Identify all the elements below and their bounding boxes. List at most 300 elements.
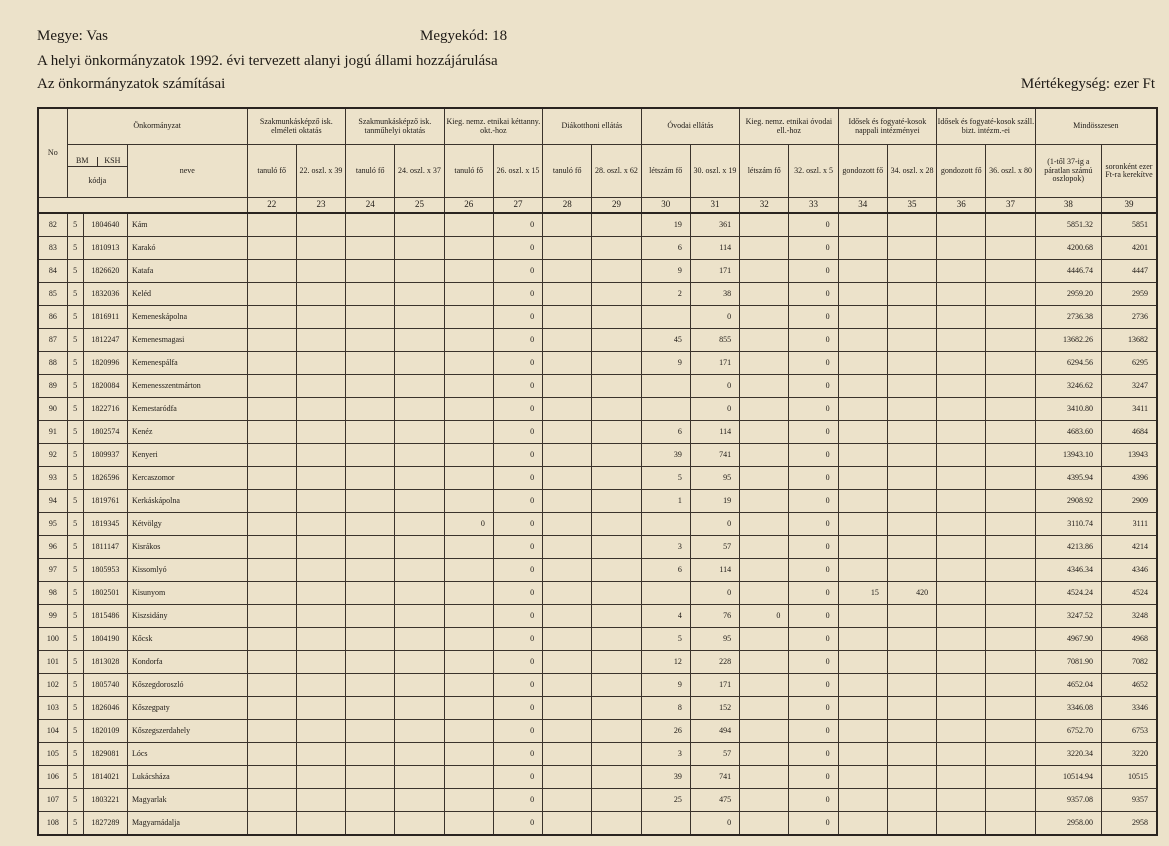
cell-value — [740, 720, 789, 743]
table-row — [38, 283, 1157, 306]
cell-neve: Kemestaródfa — [127, 398, 247, 421]
cell-value — [838, 467, 887, 490]
cell-value — [838, 213, 887, 237]
cell-neve: Magyarnádalja — [127, 812, 247, 836]
cell-value — [395, 490, 444, 513]
cell-value — [346, 720, 395, 743]
cell-value: 1 — [641, 490, 690, 513]
cell-value — [838, 490, 887, 513]
table-row — [38, 582, 1157, 605]
sub-header: 24. oszl. x 37 — [395, 145, 444, 198]
table-row — [38, 743, 1157, 766]
cell-value: 6294.56 — [1035, 352, 1101, 375]
cell-value: 2736.38 — [1035, 306, 1101, 329]
group-header: Diákotthoni ellátás — [543, 108, 642, 145]
cell-value: 0 — [493, 375, 542, 398]
cell-value — [543, 398, 592, 421]
cell-value — [346, 260, 395, 283]
cell-value — [444, 306, 493, 329]
cell-value — [986, 743, 1035, 766]
cell-value — [296, 697, 345, 720]
cell-value: 0 — [493, 559, 542, 582]
cell-value — [838, 651, 887, 674]
cell-value: 8 — [641, 697, 690, 720]
cell-value — [543, 559, 592, 582]
table-row — [38, 651, 1157, 674]
cell-value — [887, 306, 936, 329]
cell-value — [937, 352, 986, 375]
cell-value — [937, 513, 986, 536]
cell-value — [887, 237, 936, 260]
cell-value: 114 — [690, 559, 739, 582]
cell-value — [296, 720, 345, 743]
cell-value — [444, 283, 493, 306]
cell-value: 3111 — [1101, 513, 1157, 536]
cell-value — [296, 789, 345, 812]
cell-value: 13682 — [1101, 329, 1157, 352]
cell-value — [395, 213, 444, 237]
cell-value — [346, 628, 395, 651]
cell-value — [247, 237, 296, 260]
cell-value — [838, 628, 887, 651]
cell-ksh: 1803221 — [83, 789, 127, 812]
cell-value — [887, 444, 936, 467]
cell-value: 171 — [690, 674, 739, 697]
cell-value: 38 — [690, 283, 739, 306]
cell-value — [986, 789, 1035, 812]
cell-value: 6 — [641, 237, 690, 260]
cell-no: 84 — [38, 260, 67, 283]
cell-neve: Magyarlak — [127, 789, 247, 812]
cell-value — [887, 467, 936, 490]
cell-value: 4684 — [1101, 421, 1157, 444]
col-header-code — [67, 145, 127, 198]
cell-value: 15 — [838, 582, 887, 605]
cell-value — [395, 720, 444, 743]
cell-value — [346, 651, 395, 674]
cell-value — [937, 398, 986, 421]
col-number: 28 — [543, 198, 592, 214]
cell-value — [444, 605, 493, 628]
cell-bm: 5 — [67, 237, 83, 260]
cell-neve: Keléd — [127, 283, 247, 306]
sub-header: 26. oszl. x 15 — [493, 145, 542, 198]
cell-value — [395, 306, 444, 329]
cell-value: 2958.00 — [1035, 812, 1101, 836]
cell-value — [296, 605, 345, 628]
table-row — [38, 375, 1157, 398]
cell-value — [887, 720, 936, 743]
col-header-neve: neve — [127, 145, 247, 198]
cell-value — [838, 260, 887, 283]
cell-value — [543, 766, 592, 789]
cell-value: 7082 — [1101, 651, 1157, 674]
group-header: Szakmunkásképző isk. tanműhelyi oktatás — [346, 108, 445, 145]
cell-value — [740, 352, 789, 375]
cell-value: 0 — [493, 812, 542, 836]
cell-value — [247, 352, 296, 375]
cell-value — [740, 513, 789, 536]
cell-value: 171 — [690, 352, 739, 375]
cell-no: 97 — [38, 559, 67, 582]
cell-value — [395, 766, 444, 789]
cell-value — [296, 444, 345, 467]
cell-value — [838, 720, 887, 743]
cell-value — [838, 421, 887, 444]
cell-value — [247, 421, 296, 444]
cell-value: 0 — [444, 513, 493, 536]
cell-no: 95 — [38, 513, 67, 536]
cell-value — [986, 375, 1035, 398]
data-table — [37, 107, 1158, 836]
cell-value: 2958 — [1101, 812, 1157, 836]
cell-value: 0 — [789, 213, 838, 237]
cell-value — [346, 375, 395, 398]
cell-value — [740, 743, 789, 766]
cell-value — [395, 352, 444, 375]
cell-value — [444, 766, 493, 789]
cell-value: 4967.90 — [1035, 628, 1101, 651]
cell-value — [444, 559, 493, 582]
cell-value — [937, 812, 986, 836]
cell-value: 3220 — [1101, 743, 1157, 766]
cell-value: 0 — [493, 306, 542, 329]
cell-value: 0 — [493, 628, 542, 651]
cell-value: 3 — [641, 536, 690, 559]
cell-neve: Kisunyom — [127, 582, 247, 605]
cell-value — [247, 628, 296, 651]
cell-value — [986, 490, 1035, 513]
cell-value — [543, 329, 592, 352]
col-number: 38 — [1035, 198, 1101, 214]
sub-header: tanuló fő — [444, 145, 493, 198]
cell-value — [887, 421, 936, 444]
cell-value — [395, 536, 444, 559]
cell-value — [838, 674, 887, 697]
cell-value — [247, 467, 296, 490]
cell-value — [346, 490, 395, 513]
cell-value — [346, 605, 395, 628]
cell-value — [247, 375, 296, 398]
cell-value — [740, 766, 789, 789]
cell-value — [887, 398, 936, 421]
cell-value — [296, 513, 345, 536]
cell-value — [986, 536, 1035, 559]
cell-value — [887, 490, 936, 513]
cell-no: 85 — [38, 283, 67, 306]
cell-bm: 5 — [67, 743, 83, 766]
cell-value — [740, 789, 789, 812]
cell-value — [543, 697, 592, 720]
group-header: Idősek és fogyaté-kosok száll. bizt. intézm.-ei — [937, 108, 1036, 145]
cell-value — [592, 697, 641, 720]
cell-ksh: 1820084 — [83, 375, 127, 398]
cell-no: 87 — [38, 329, 67, 352]
cell-value — [838, 513, 887, 536]
cell-value — [444, 582, 493, 605]
cell-neve: Kenyeri — [127, 444, 247, 467]
col-number: 26 — [444, 198, 493, 214]
cell-value — [346, 352, 395, 375]
cell-value — [887, 651, 936, 674]
cell-bm: 5 — [67, 789, 83, 812]
group-header: Óvodai ellátás — [641, 108, 740, 145]
cell-value: 4652 — [1101, 674, 1157, 697]
sub-header: 32. oszl. x 5 — [789, 145, 838, 198]
cell-value: 152 — [690, 697, 739, 720]
cell-value: 5 — [641, 628, 690, 651]
cell-value — [592, 559, 641, 582]
cell-value: 0 — [789, 766, 838, 789]
cell-value — [592, 352, 641, 375]
cell-value — [740, 213, 789, 237]
cell-value — [937, 444, 986, 467]
cell-ksh: 1810913 — [83, 237, 127, 260]
cell-value: 13682.26 — [1035, 329, 1101, 352]
sub-header: létszám fő — [641, 145, 690, 198]
cell-value — [641, 812, 690, 836]
cell-value — [592, 444, 641, 467]
cell-value — [346, 306, 395, 329]
cell-value — [740, 490, 789, 513]
cell-value: 0 — [789, 375, 838, 398]
cell-value: 3346 — [1101, 697, 1157, 720]
cell-value — [247, 720, 296, 743]
cell-value — [395, 605, 444, 628]
group-header: Idősek és fogyaté-kosok nappali intézményei — [838, 108, 937, 145]
cell-value: 0 — [493, 260, 542, 283]
cell-ksh: 1804640 — [83, 213, 127, 237]
cell-value — [444, 375, 493, 398]
cell-value: 0 — [789, 605, 838, 628]
cell-value: 0 — [789, 536, 838, 559]
cell-value — [592, 490, 641, 513]
unit-label: Mértékegység: ezer Ft — [1020, 76, 1155, 92]
cell-value — [986, 283, 1035, 306]
cell-no: 90 — [38, 398, 67, 421]
cell-ksh: 1826046 — [83, 697, 127, 720]
cell-value: 9 — [641, 674, 690, 697]
cell-ksh: 1805953 — [83, 559, 127, 582]
cell-value: 741 — [690, 444, 739, 467]
cell-no: 94 — [38, 490, 67, 513]
cell-value — [395, 628, 444, 651]
group-header: Szakmunkásképző isk. elméleti oktatás — [247, 108, 346, 145]
cell-neve: Katafa — [127, 260, 247, 283]
cell-bm: 5 — [67, 674, 83, 697]
cell-value: 2959.20 — [1035, 283, 1101, 306]
cell-neve: Kétvölgy — [127, 513, 247, 536]
cell-value — [444, 812, 493, 836]
table-row — [38, 329, 1157, 352]
table-row — [38, 697, 1157, 720]
data-table-container — [37, 107, 1158, 836]
cell-neve: Karakó — [127, 237, 247, 260]
cell-bm: 5 — [67, 329, 83, 352]
cell-value — [296, 582, 345, 605]
table-row — [38, 352, 1157, 375]
cell-value — [937, 490, 986, 513]
cell-value: 0 — [493, 444, 542, 467]
cell-value — [740, 651, 789, 674]
cell-value — [937, 674, 986, 697]
cell-value: 4395.94 — [1035, 467, 1101, 490]
table-row — [38, 467, 1157, 490]
cell-value — [986, 352, 1035, 375]
cell-value: 4346 — [1101, 559, 1157, 582]
cell-value — [296, 421, 345, 444]
cell-value — [247, 260, 296, 283]
cell-value — [346, 674, 395, 697]
cell-value — [543, 536, 592, 559]
cell-value — [986, 467, 1035, 490]
cell-ksh: 1832036 — [83, 283, 127, 306]
cell-value — [592, 237, 641, 260]
cell-value: 0 — [789, 421, 838, 444]
col-header-onkormanyzat: Önkormányzat — [67, 108, 247, 145]
cell-bm: 5 — [67, 444, 83, 467]
cell-value: 0 — [789, 513, 838, 536]
cell-value — [395, 375, 444, 398]
cell-value: 39 — [641, 444, 690, 467]
cell-value — [986, 605, 1035, 628]
cell-no: 106 — [38, 766, 67, 789]
cell-value — [395, 697, 444, 720]
cell-value — [395, 674, 444, 697]
cell-value — [838, 306, 887, 329]
cell-value — [838, 789, 887, 812]
cell-value: 3410.80 — [1035, 398, 1101, 421]
cell-value: 0 — [690, 513, 739, 536]
cell-value — [346, 213, 395, 237]
cell-value: 0 — [493, 789, 542, 812]
cell-value — [247, 743, 296, 766]
cell-value: 4346.34 — [1035, 559, 1101, 582]
cell-value — [740, 375, 789, 398]
cell-value — [592, 812, 641, 836]
cell-value — [543, 283, 592, 306]
cell-value — [592, 398, 641, 421]
cell-value — [395, 743, 444, 766]
cell-value — [740, 283, 789, 306]
cell-value: 0 — [789, 260, 838, 283]
cell-no: 105 — [38, 743, 67, 766]
cell-ksh: 1812247 — [83, 329, 127, 352]
cell-value — [543, 513, 592, 536]
cell-value — [937, 375, 986, 398]
cell-value: 0 — [789, 743, 838, 766]
cell-value: 7081.90 — [1035, 651, 1101, 674]
cell-value — [592, 582, 641, 605]
cell-value: 5851 — [1101, 213, 1157, 237]
cell-value: 3248 — [1101, 605, 1157, 628]
cell-value: 4524 — [1101, 582, 1157, 605]
col-number: 24 — [346, 198, 395, 214]
cell-value: 361 — [690, 213, 739, 237]
cell-value — [444, 237, 493, 260]
cell-value — [444, 213, 493, 237]
cell-value — [592, 720, 641, 743]
group-header: Mindösszesen — [1035, 108, 1157, 145]
cell-value — [592, 789, 641, 812]
cell-value — [986, 213, 1035, 237]
cell-value — [346, 697, 395, 720]
cell-value — [346, 398, 395, 421]
cell-value: 5 — [641, 467, 690, 490]
cell-ksh: 1804190 — [83, 628, 127, 651]
cell-value: 0 — [493, 490, 542, 513]
cell-value — [937, 329, 986, 352]
table-row — [38, 789, 1157, 812]
cell-value — [543, 260, 592, 283]
cell-value: 9 — [641, 260, 690, 283]
cell-value: 4214 — [1101, 536, 1157, 559]
cell-ksh: 1820109 — [83, 720, 127, 743]
cell-value: 0 — [493, 651, 542, 674]
table-row — [38, 766, 1157, 789]
sub-header: 34. oszl. x 28 — [887, 145, 936, 198]
cell-neve: Kőszegdoroszló — [127, 674, 247, 697]
cell-value — [296, 237, 345, 260]
cell-value: 5851.32 — [1035, 213, 1101, 237]
cell-value — [444, 536, 493, 559]
cell-value — [247, 674, 296, 697]
cell-value — [395, 789, 444, 812]
cell-value — [247, 213, 296, 237]
cell-value — [543, 789, 592, 812]
table-row — [38, 536, 1157, 559]
cell-value: 4524.24 — [1035, 582, 1101, 605]
cell-value — [346, 812, 395, 836]
cell-value: 0 — [789, 329, 838, 352]
col-number: 31 — [690, 198, 739, 214]
cell-value: 0 — [789, 720, 838, 743]
cell-value — [247, 513, 296, 536]
cell-neve: Kercaszomor — [127, 467, 247, 490]
cell-value: 13943 — [1101, 444, 1157, 467]
cell-value: 0 — [789, 490, 838, 513]
cell-value: 0 — [690, 582, 739, 605]
cell-value — [247, 329, 296, 352]
cell-value — [838, 536, 887, 559]
cell-value — [592, 674, 641, 697]
cell-value: 0 — [789, 283, 838, 306]
cell-value: 475 — [690, 789, 739, 812]
table-body — [38, 213, 1157, 835]
sub-header: (1-től 37-ig a páratlan számú oszlopok) — [1035, 145, 1101, 198]
table-row — [38, 559, 1157, 582]
cell-bm: 5 — [67, 490, 83, 513]
cell-value — [937, 628, 986, 651]
cell-value — [937, 651, 986, 674]
cell-ksh: 1826620 — [83, 260, 127, 283]
cell-value — [740, 628, 789, 651]
cell-value: 0 — [493, 536, 542, 559]
table-row — [38, 213, 1157, 237]
cell-value — [346, 467, 395, 490]
table-row — [38, 306, 1157, 329]
cell-value: 0 — [789, 697, 838, 720]
cell-value — [395, 329, 444, 352]
cell-value: 420 — [887, 582, 936, 605]
cell-value: 25 — [641, 789, 690, 812]
cell-value — [740, 260, 789, 283]
cell-no: 82 — [38, 213, 67, 237]
cell-value: 114 — [690, 421, 739, 444]
cell-value — [740, 812, 789, 836]
cell-value — [296, 812, 345, 836]
cell-value — [296, 559, 345, 582]
